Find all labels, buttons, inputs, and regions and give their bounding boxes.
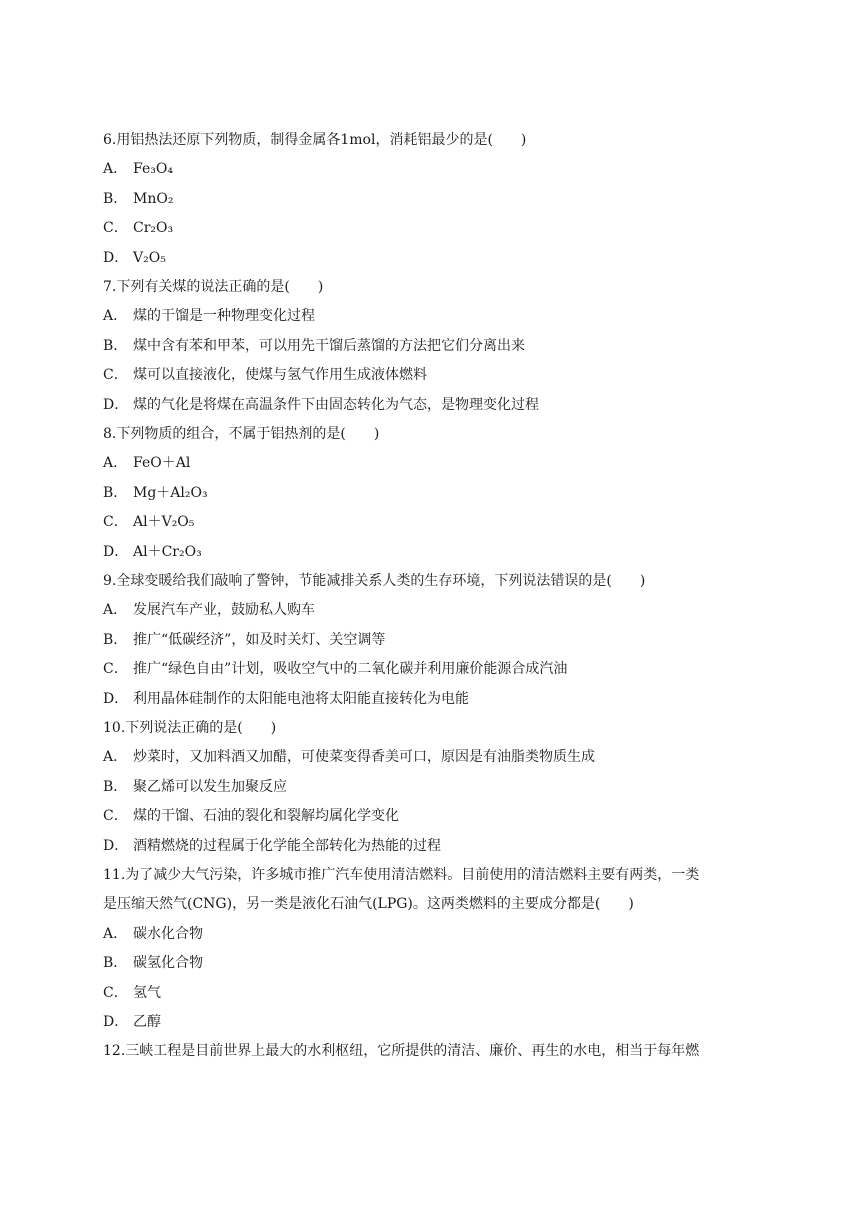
- option-text: 酒精燃烧的过程属于化学能全部转化为热能的过程: [133, 837, 441, 854]
- option-text: 氢气: [133, 984, 161, 1001]
- answer-option: [103, 218, 173, 238]
- option-text: V₂O₅: [133, 249, 166, 266]
- answer-option: [103, 336, 525, 356]
- answer-option: [103, 1012, 161, 1032]
- answer-option: [103, 395, 539, 415]
- question-stem: 8.下列物质的组合，不属于铝热剂的是( ): [103, 426, 380, 442]
- option-text: 发展汽车产业，鼓励私人购车: [133, 602, 315, 619]
- option-text: 聚乙烯可以发生加聚反应: [133, 778, 287, 795]
- option-text: 煤中含有苯和甲苯，可以用先干馏后蒸馏的方法把它们分离出来: [133, 337, 525, 354]
- option-letter: C．: [103, 984, 128, 1001]
- question-stem: 10.下列说法正确的是( ): [103, 720, 277, 736]
- option-text: 煤的干馏是一种物理变化过程: [133, 308, 315, 325]
- option-letter: D．: [103, 690, 129, 707]
- answer-option: [103, 483, 208, 503]
- option-letter: C．: [103, 367, 128, 384]
- option-text: Fe₃O₄: [133, 161, 173, 178]
- option-text: 利用晶体硅制作的太阳能电池将太阳能直接转化为电能: [133, 690, 469, 707]
- option-letter: D．: [103, 837, 129, 854]
- answer-option: [103, 248, 166, 268]
- option-text: 煤可以直接液化，使煤与氢气作用生成液体燃料: [133, 367, 427, 384]
- option-letter: A．: [103, 925, 128, 942]
- answer-option: [103, 777, 287, 797]
- answer-option: [103, 189, 173, 209]
- option-letter: B．: [103, 337, 128, 354]
- answer-option: [103, 512, 194, 532]
- answer-option: [103, 924, 203, 944]
- answer-option: [103, 542, 202, 562]
- option-letter: C．: [103, 808, 128, 825]
- answer-option: [103, 983, 161, 1003]
- option-text: 碳水化合物: [133, 925, 203, 942]
- option-text: 煤的气化是将煤在高温条件下由固态转化为气态，是物理变化过程: [133, 396, 539, 413]
- option-text: MnO₂: [133, 190, 174, 207]
- option-letter: A．: [103, 455, 128, 472]
- option-letter: A．: [103, 749, 128, 766]
- question-stem: 12.三峡工程是目前世界上最大的水利枢纽，它所提供的清洁、廉价、再生的水电，相当于每年燃: [103, 1043, 700, 1060]
- option-text: 碳氢化合物: [133, 955, 203, 972]
- option-letter: D．: [103, 396, 129, 413]
- answer-option: [103, 747, 595, 767]
- option-letter: C．: [103, 514, 128, 531]
- answer-option: [103, 306, 315, 326]
- answer-option: [103, 689, 469, 709]
- answer-option: [103, 953, 203, 973]
- option-letter: B．: [103, 631, 128, 648]
- answer-option: [103, 836, 441, 856]
- question-stem: 7.下列有关煤的说法正确的是( ): [103, 279, 324, 295]
- option-letter: D．: [103, 1014, 129, 1030]
- answer-option: [103, 159, 173, 179]
- option-letter: A．: [103, 308, 128, 325]
- question-stem: 9.全球变暖给我们敲响了警钟，节能减排关系人类的生存环境，下列说法错误的是( ): [103, 573, 646, 589]
- option-text: Al＋V₂O₅: [133, 514, 195, 531]
- option-letter: B．: [103, 955, 128, 972]
- option-letter: B．: [103, 484, 128, 501]
- question-stem: 11.为了减少大气污染，许多城市推广汽车使用清洁燃料。目前使用的清洁燃料主要有两类，一类: [103, 867, 700, 883]
- option-text: Mg＋Al₂O₃: [133, 484, 208, 501]
- option-text: 煤的干馏、石油的裂化和裂解均属化学变化: [133, 808, 399, 825]
- option-text: 乙醇: [133, 1014, 161, 1030]
- option-text: Al＋Cr₂O₃: [133, 543, 202, 560]
- option-letter: D．: [103, 249, 129, 266]
- option-text: FeO＋Al: [133, 455, 191, 472]
- option-letter: C．: [103, 661, 128, 678]
- answer-option: [103, 630, 385, 650]
- option-letter: A．: [103, 161, 128, 178]
- answer-option: [103, 600, 315, 620]
- option-text: Cr₂O₃: [133, 220, 174, 237]
- option-letter: D．: [103, 543, 129, 560]
- option-letter: A．: [103, 602, 128, 619]
- option-letter: B．: [103, 190, 128, 207]
- answer-option: [103, 453, 190, 473]
- answer-option: [103, 806, 399, 826]
- option-letter: C．: [103, 220, 128, 237]
- option-letter: B．: [103, 778, 128, 795]
- option-text: 炒菜时，又加料酒又加醋，可使菜变得香美可口，原因是有油脂类物质生成: [133, 749, 595, 766]
- question-stem: 是压缩天然气(CNG)，另一类是液化石油气(LPG)。这两类燃料的主要成分都是( ): [103, 896, 634, 913]
- option-text: 推广“绿色自由”计划，吸收空气中的二氧化碳并利用廉价能源合成汽油: [133, 661, 568, 678]
- question-stem: 6.用铝热法还原下列物质，制得金属各1mol，消耗铝最少的是( ): [103, 132, 527, 148]
- option-text: 推广“低碳经济”，如及时关灯、关空调等: [133, 631, 386, 648]
- answer-option: [103, 365, 427, 385]
- answer-option: [103, 659, 567, 679]
